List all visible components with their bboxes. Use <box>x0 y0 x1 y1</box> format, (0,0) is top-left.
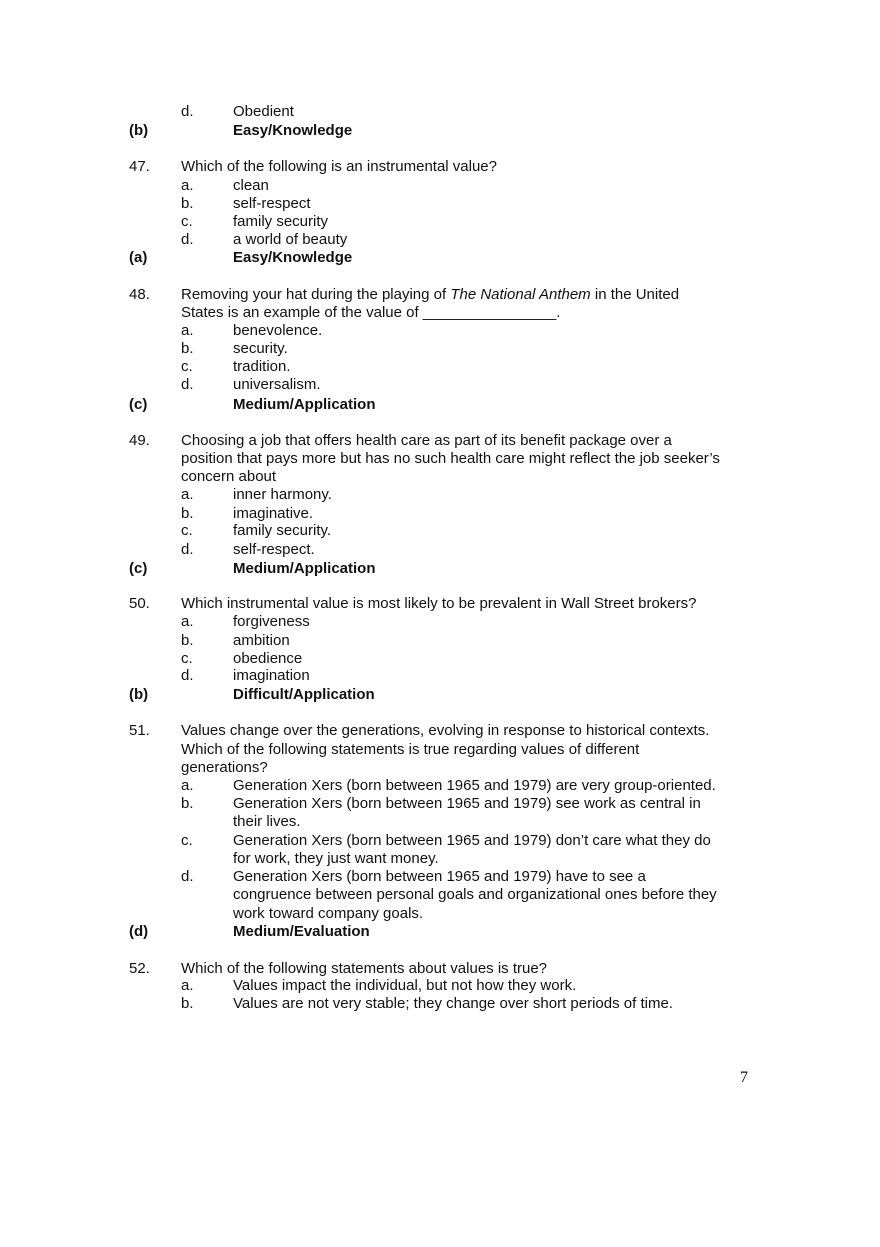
option-text: Generation Xers (born between 1965 and 1979) have to see a <box>233 868 646 885</box>
option-text: universalism. <box>233 376 321 393</box>
option-text: family security. <box>233 522 332 539</box>
option-letter: b. <box>181 795 194 812</box>
question-stem-line: Values change over the generations, evolving in response to historical contexts. <box>181 722 710 739</box>
option-text: self-respect. <box>233 541 315 558</box>
option-text: obedience <box>233 650 303 667</box>
question-number: 52. <box>129 960 150 977</box>
question-stem: Which of the following is an instrumental value? <box>181 158 497 175</box>
answer-key: (d) <box>129 923 149 940</box>
option-text: benevolence. <box>233 322 323 339</box>
option-letter: a. <box>181 486 194 503</box>
stem-text: in the United <box>590 286 680 303</box>
option-text: congruence between personal goals and organizational ones before they <box>233 886 717 903</box>
answer-key: (b) <box>129 686 149 703</box>
question-number: 51. <box>129 722 150 739</box>
option-letter: d. <box>181 541 194 558</box>
option-text: their lives. <box>233 813 301 830</box>
option-letter: d. <box>181 231 194 248</box>
option-text: family security <box>233 213 329 230</box>
option-letter: b. <box>181 340 194 357</box>
difficulty-label: Easy/Knowledge <box>233 249 353 266</box>
option-text: for work, they just want money. <box>233 850 439 867</box>
stem-text: Removing your hat during the playing of <box>181 286 451 303</box>
question-number: 48. <box>129 286 150 303</box>
option-letter: b. <box>181 195 194 212</box>
difficulty-label: Medium/Application <box>233 396 376 413</box>
question-stem: Which instrumental value is most likely to be prevalent in Wall Street brokers? <box>181 595 697 612</box>
question-stem-line: Choosing a job that offers health care as part of its benefit package over a <box>181 432 672 449</box>
option-letter: b. <box>181 505 194 522</box>
option-text: ambition <box>233 632 290 649</box>
option-text: imaginative. <box>233 505 314 522</box>
option-letter: d. <box>181 868 194 885</box>
option-text: Generation Xers (born between 1965 and 1979) are very group-oriented. <box>233 777 716 794</box>
page-number: 7 <box>740 1069 748 1086</box>
question-number: 50. <box>129 595 150 612</box>
question-stem-line: Which of the following statements is true regarding values of different <box>181 741 640 758</box>
option-text: self-respect <box>233 195 311 212</box>
answer-key: (c) <box>129 396 148 413</box>
option-text: Generation Xers (born between 1965 and 1979) don’t care what they do <box>233 832 711 849</box>
option-letter: a. <box>181 777 194 794</box>
difficulty-label: Medium/Application <box>233 560 376 577</box>
option-text: a world of beauty <box>233 231 348 248</box>
question-stem-line: generations? <box>181 759 268 776</box>
option-text: imagination <box>233 667 310 684</box>
option-text: clean <box>233 177 269 194</box>
question-stem-line: position that pays more but has no such health care might reflect the job seeker’s <box>181 450 720 467</box>
option-text: security. <box>233 340 288 357</box>
difficulty-label: Difficult/Application <box>233 686 375 703</box>
answer-key: (c) <box>129 560 148 577</box>
question-stem-line: concern about <box>181 468 277 485</box>
option-letter: a. <box>181 322 194 339</box>
difficulty-label: Medium/Evaluation <box>233 923 370 940</box>
option-text: Generation Xers (born between 1965 and 1979) see work as central in <box>233 795 701 812</box>
question-stem: Which of the following statements about values is true? <box>181 960 548 977</box>
option-text: Obedient <box>233 103 294 120</box>
difficulty-label: Easy/Knowledge <box>233 122 353 139</box>
question-stem <box>181 286 679 304</box>
answer-key: (b) <box>129 122 149 139</box>
answer-key: (a) <box>129 249 148 266</box>
question-stem-line: States is an example of the value of ________________. <box>181 304 561 321</box>
option-text: Values are not very stable; they change over short periods of time. <box>233 995 673 1012</box>
option-letter: c. <box>181 358 193 375</box>
option-letter: b. <box>181 995 194 1012</box>
option-text: work toward company goals. <box>233 905 424 922</box>
option-letter: d. <box>181 667 194 684</box>
option-letter: b. <box>181 632 194 649</box>
question-number: 49. <box>129 432 150 449</box>
option-letter: a. <box>181 613 194 630</box>
option-letter: a. <box>181 177 194 194</box>
option-letter: d. <box>181 103 194 120</box>
option-letter: c. <box>181 213 193 230</box>
option-text: Values impact the individual, but not how they work. <box>233 977 577 994</box>
option-text: tradition. <box>233 358 291 375</box>
option-letter: d. <box>181 376 194 393</box>
option-letter: c. <box>181 522 193 539</box>
option-letter: c. <box>181 832 193 849</box>
anthem-title: The National Anthem <box>450 286 591 303</box>
option-letter: a. <box>181 977 194 994</box>
option-letter: c. <box>181 650 193 667</box>
question-number: 47. <box>129 158 150 175</box>
option-text: inner harmony. <box>233 486 332 503</box>
option-text: forgiveness <box>233 613 310 630</box>
